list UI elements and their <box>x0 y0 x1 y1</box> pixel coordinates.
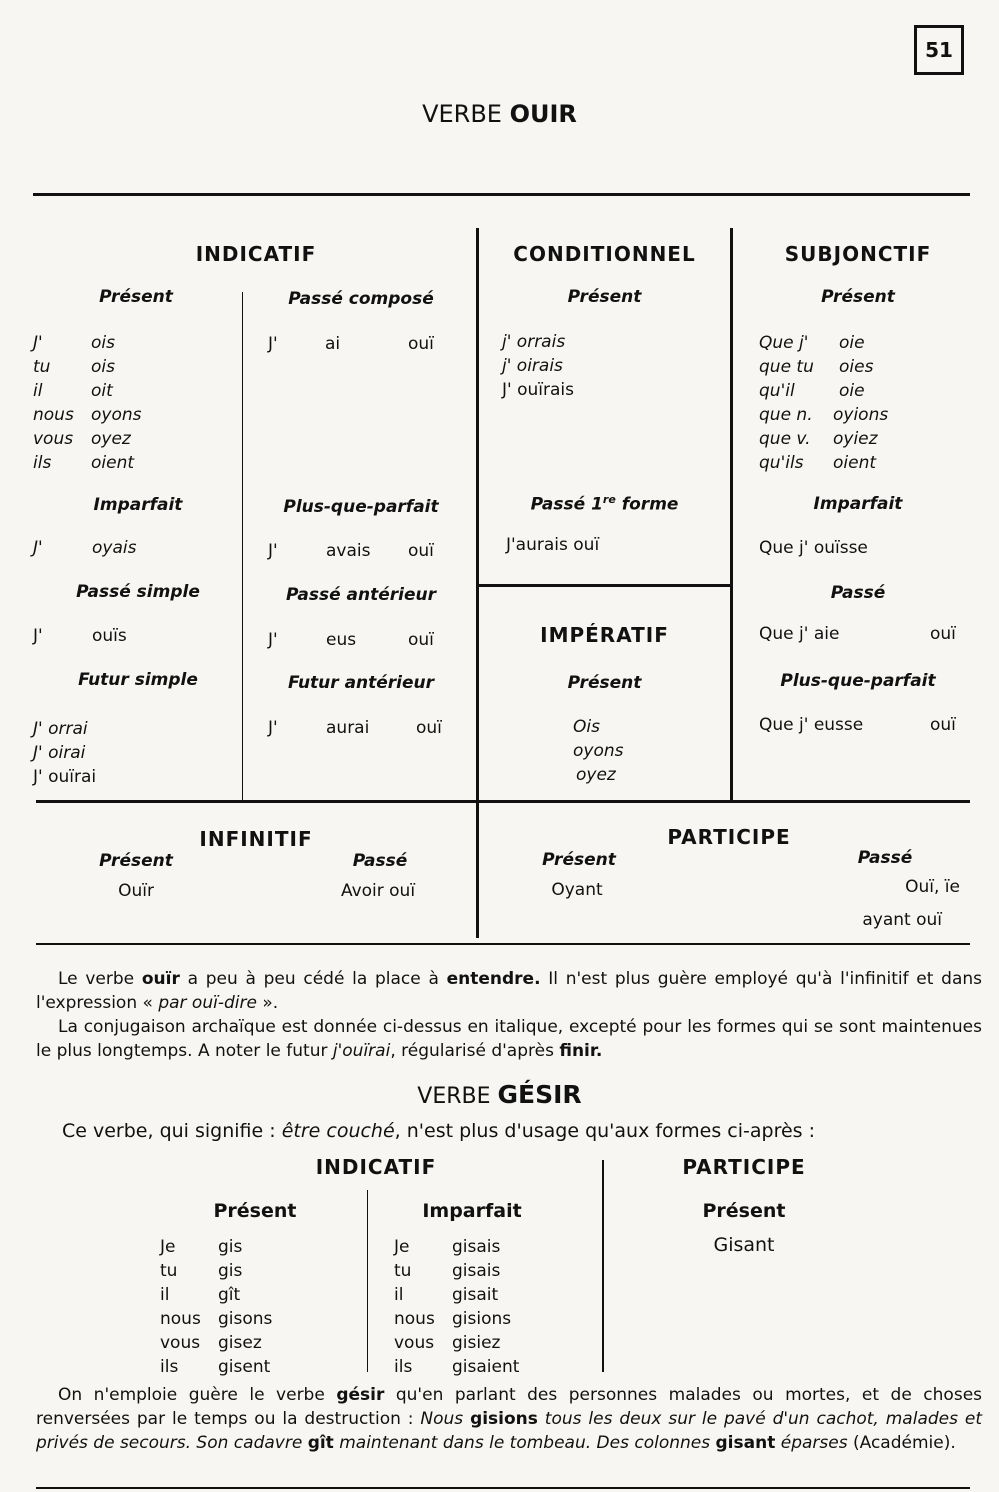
passe-anterieur-pron: J' <box>268 630 278 650</box>
page-bottom-rule <box>36 1487 970 1489</box>
passe-compose-label: Passé composé <box>288 289 434 309</box>
list-item: J' orrai <box>33 719 88 739</box>
infinitif-present-value: Ouïr <box>118 881 154 901</box>
indicatif-imparfait-label: Imparfait <box>93 495 183 515</box>
conditionnel-heading: CONDITIONNEL <box>513 242 696 266</box>
participe-present-value: Oyant <box>551 880 603 900</box>
table-top-rule <box>33 193 970 196</box>
list-item: Je gis <box>160 1237 243 1257</box>
passe-anterieur-label: Passé antérieur <box>286 585 436 605</box>
list-item: tu ois <box>33 357 115 377</box>
list-item: J' oirai <box>33 743 86 763</box>
list-item: nous gisons <box>160 1309 273 1329</box>
list-item: qu'ils oient <box>759 453 877 473</box>
plus-que-parfait-participle: ouï <box>408 541 434 561</box>
list-item: que n. oyions <box>759 405 889 425</box>
futur-anterieur-aux: aurai <box>326 718 370 738</box>
note-ouir-usage: Le verbe ouïr a peu à peu cédé la place à entendre. Il n'est plus guère employé qu'à l'infinitif et dans l'expression « par ouï-dire ». <box>36 969 982 1013</box>
list-item: vous oyez <box>33 429 131 449</box>
participe-present-label: Présent <box>542 850 616 870</box>
list-item: oyez <box>576 765 616 785</box>
passe-compose-pron: J' <box>268 334 278 354</box>
indicatif-present-label: Présent <box>99 287 173 307</box>
conditionnel-present-label: Présent <box>567 287 642 307</box>
participe-passe-label: Passé <box>857 848 913 868</box>
gesir-participe-present-label: Présent <box>702 1200 786 1222</box>
subjonctif-present-label: Présent <box>821 287 895 307</box>
gesir-participe-present-value: Gisant <box>713 1234 775 1256</box>
plus-que-parfait-pron: J' <box>268 541 278 561</box>
list-item: J' ouïrais <box>502 380 574 400</box>
subjonctif-pqp-aux: Que j' eusse <box>759 715 864 735</box>
subjonctif-present-list <box>759 331 888 475</box>
list-item: vous gisez <box>160 1333 262 1353</box>
subjonctif-imparfait-label: Imparfait <box>813 494 903 514</box>
passe-compose-aux: ai <box>325 334 341 354</box>
list-item: tu gis <box>160 1261 243 1281</box>
title-prefix: VERBE <box>422 100 502 128</box>
list-item: oyons <box>573 741 624 761</box>
infinitif-passe-value: Avoir ouï <box>340 881 416 901</box>
list-item: tu gisais <box>394 1261 501 1281</box>
subjonctif-passe-participle: ouï <box>930 624 956 644</box>
plus-que-parfait-aux: avais <box>326 541 371 561</box>
indicatif-imparfait-form: oyais <box>92 538 137 558</box>
subjonctif-pqp-label: Plus-que-parfait <box>780 671 936 691</box>
divider-indicatif-columns <box>242 292 243 800</box>
divider-conditionnel-imperatif <box>478 584 732 587</box>
subjonctif-imparfait-value: Que j' ouïsse <box>759 538 868 558</box>
list-item: Que j' oie <box>759 333 865 353</box>
gesir-title: VERBE GÉSIR <box>417 1080 582 1109</box>
infinitif-passe-label: Passé <box>352 851 408 871</box>
passe-anterieur-participle: ouï <box>408 630 434 650</box>
plus-que-parfait-label: Plus-que-parfait <box>283 497 439 517</box>
gesir-divider-participe <box>602 1160 604 1372</box>
indicatif-imparfait-pron: J' <box>33 538 43 558</box>
futur-anterieur-participle: ouï <box>416 718 442 738</box>
list-item: ils gisaient <box>394 1357 520 1377</box>
passe-compose-participle: ouï <box>408 334 434 354</box>
imperatif-present-label: Présent <box>567 673 642 693</box>
list-item: j' oirais <box>502 356 563 376</box>
participe-passe-value: Ouï, ïe <box>905 877 960 897</box>
gesir-imparfait-label: Imparfait <box>422 1200 522 1222</box>
indicatif-present-list <box>33 331 142 475</box>
imperatif-heading: IMPÉRATIF <box>540 623 669 647</box>
subjonctif-pqp-participle: ouï <box>930 715 956 735</box>
note-ouir-archaic: La conjugaison archaïque est donnée ci-dessus en italique, excepté pour les formes qui se sont maintenues le plus longtemps. A noter le futur j'ouïrai, régularisé d'après finir. <box>36 1017 982 1061</box>
futur-simple-label: Futur simple <box>78 670 198 690</box>
participe-passe-value2: ayant ouï <box>862 910 942 930</box>
title-verb: OUIR <box>509 100 577 128</box>
infinitif-heading: INFINITIF <box>199 827 313 851</box>
passe-simple-form: ouïs <box>92 626 127 646</box>
futur-simple-list <box>33 717 96 789</box>
conditionnel-passe-value: J'aurais ouï <box>506 535 600 555</box>
futur-anterieur-pron: J' <box>268 718 278 738</box>
list-item: J' ouïrai <box>33 767 97 787</box>
futur-anterieur-label: Futur antérieur <box>287 673 435 693</box>
gesir-indicatif-heading: INDICATIF <box>315 1155 437 1179</box>
passe-anterieur-aux: eus <box>326 630 357 650</box>
table-bottom-rule <box>36 943 970 945</box>
passe-simple-label: Passé simple <box>76 582 200 602</box>
infinitif-present-label: Présent <box>99 851 173 871</box>
page-title <box>0 100 999 128</box>
conditionnel-present-list <box>502 330 574 402</box>
subjonctif-passe-aux: Que j' aie <box>759 624 840 644</box>
list-item: ils oient <box>33 453 135 473</box>
gesir-present-list <box>160 1235 272 1379</box>
passe-simple-pron: J' <box>33 626 43 646</box>
divider-conditionnel-subjonctif <box>730 228 733 800</box>
list-item: nous gisions <box>394 1309 512 1329</box>
subjonctif-heading: SUBJONCTIF <box>784 242 932 266</box>
divider-moods-infinitif <box>36 800 970 803</box>
gesir-intro: Ce verbe, qui signifie : être couché, n'est plus d'usage qu'aux formes ci-après : <box>62 1120 816 1142</box>
list-item: il oit <box>33 381 113 401</box>
list-item: que v. oyiez <box>759 429 878 449</box>
subjonctif-passe-label: Passé <box>830 583 886 603</box>
list-item: j' orrais <box>502 332 566 352</box>
list-item: que tu oies <box>759 357 874 377</box>
list-item: Ois <box>573 717 600 737</box>
list-item: J' ois <box>33 333 115 353</box>
page-number: 51 <box>914 25 964 75</box>
list-item: qu'il oie <box>759 381 865 401</box>
indicatif-heading: INDICATIF <box>195 242 317 266</box>
gesir-present-label: Présent <box>213 1200 297 1222</box>
list-item: nous oyons <box>33 405 142 425</box>
list-item: il gît <box>160 1285 241 1305</box>
conditionnel-passe-label: Passé 1re forme <box>530 493 679 515</box>
participe-heading: PARTICIPE <box>667 825 791 849</box>
list-item: il gisait <box>394 1285 499 1305</box>
list-item: Je gisais <box>394 1237 501 1257</box>
gesir-imparfait-list <box>394 1235 519 1379</box>
note-gesir: On n'emploie guère le verbe gésir qu'en parlant des personnes malades ou mortes, et de choses renversées par le temps ou la destruction : Nous gisions tous les deux sur le pavé d'un cachot, malades et privés de secours. Son cadavre gît maintenant dans le tombeau. Des colonnes gisant éparses (Académie). <box>36 1385 983 1453</box>
imperatif-present-list <box>573 715 624 787</box>
gesir-divider-inner <box>367 1190 368 1372</box>
gesir-participe-heading: PARTICIPE <box>682 1155 806 1179</box>
list-item: vous gisiez <box>394 1333 501 1353</box>
list-item: ils gisent <box>160 1357 271 1377</box>
